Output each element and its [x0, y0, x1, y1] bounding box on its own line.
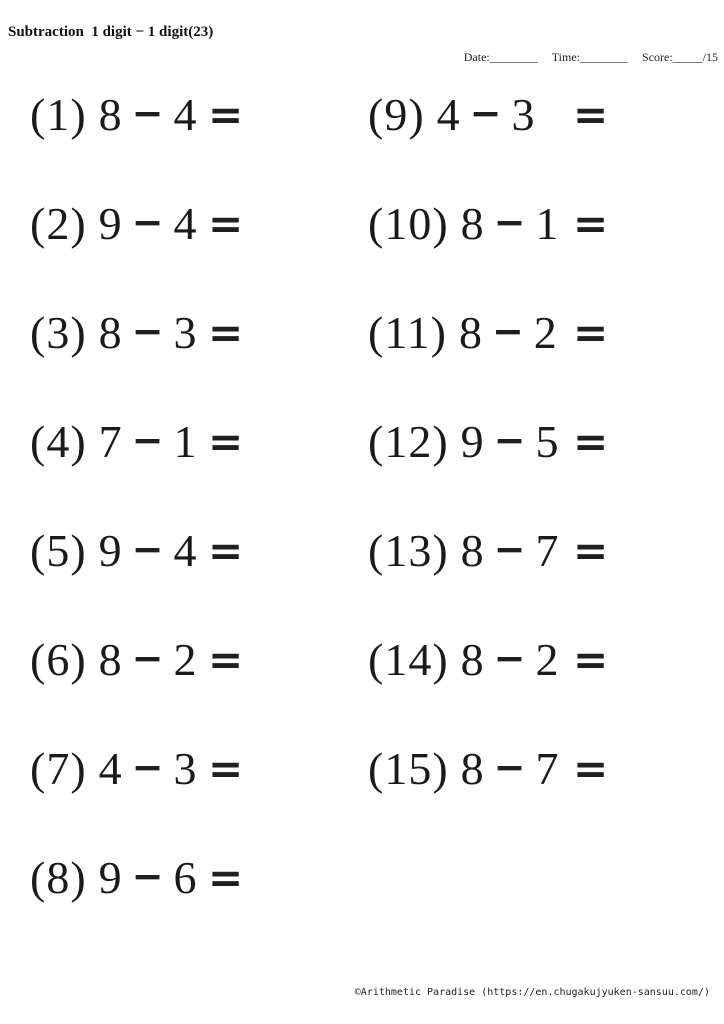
- problem-number: (12): [368, 415, 449, 467]
- problem-row: [368, 387, 698, 496]
- minuend: 4: [436, 88, 460, 140]
- worksheet-title: Subtraction 1 digit − 1 digit(23): [8, 24, 214, 40]
- problem-row: [30, 60, 360, 169]
- problem-row: [30, 169, 360, 278]
- subtrahend: 3: [173, 306, 197, 358]
- problem-number: (2): [30, 197, 87, 249]
- problem-number: (5): [30, 524, 87, 576]
- minus-sign: −: [493, 744, 526, 789]
- subtrahend: 2: [535, 633, 559, 685]
- problem-row: [368, 60, 698, 169]
- minuend: 8: [458, 306, 482, 358]
- subtrahend: 2: [173, 633, 197, 685]
- minuend: 8: [460, 633, 484, 685]
- minuend: 8: [98, 88, 122, 140]
- subtrahend: 6: [173, 851, 197, 903]
- subtrahend: 5: [535, 415, 559, 467]
- problem-number: (7): [30, 742, 87, 794]
- equals-sign: =: [573, 525, 609, 575]
- problem-number: (9): [368, 88, 425, 140]
- minuend: 8: [98, 633, 122, 685]
- equals-sign: =: [573, 89, 609, 139]
- subtrahend: 1: [173, 415, 197, 467]
- minus-sign: −: [131, 635, 164, 680]
- problem-row: [368, 496, 698, 605]
- problem-row: [30, 387, 360, 496]
- problem-row: [368, 278, 698, 387]
- problem-number: (1): [30, 88, 87, 140]
- equals-sign: =: [208, 307, 244, 357]
- minus-sign: −: [131, 417, 164, 462]
- problems-column-right: [368, 60, 698, 823]
- minuend: 9: [98, 197, 122, 249]
- equals-sign: =: [573, 634, 609, 684]
- problem-number: (4): [30, 415, 87, 467]
- problem-row: [30, 823, 360, 932]
- minus-sign: −: [131, 199, 164, 244]
- problem-number: (3): [30, 306, 87, 358]
- problem-row: [368, 605, 698, 714]
- minus-sign: −: [493, 199, 526, 244]
- problem-row: [368, 714, 698, 823]
- problem-row: [30, 714, 360, 823]
- problems-column-left: [30, 60, 360, 932]
- equals-sign: =: [208, 198, 244, 248]
- copyright-credit: ©Arithmetic Paradise (https://en.chugakujyuken-sansuu.com/): [354, 987, 710, 998]
- subtrahend: 7: [535, 524, 559, 576]
- subtrahend: 1: [535, 197, 559, 249]
- subtrahend: 3: [511, 88, 535, 140]
- minuend: 8: [460, 742, 484, 794]
- time-field: Time:________: [551, 50, 628, 64]
- equals-sign: =: [208, 743, 244, 793]
- minus-sign: −: [493, 417, 526, 462]
- problem-number: (11): [368, 306, 447, 358]
- subtrahend: 4: [173, 197, 197, 249]
- subtrahend: 2: [533, 306, 557, 358]
- minuend: 8: [460, 524, 484, 576]
- problem-row: [30, 278, 360, 387]
- minuend: 4: [98, 742, 122, 794]
- equals-sign: =: [573, 416, 609, 466]
- subtrahend: 4: [173, 88, 197, 140]
- minus-sign: −: [493, 635, 526, 680]
- minus-sign: −: [469, 90, 502, 135]
- minuend: 8: [98, 306, 122, 358]
- equals-sign: =: [208, 416, 244, 466]
- problem-row: [30, 605, 360, 714]
- minus-sign: −: [493, 526, 526, 571]
- problem-number: (13): [368, 524, 449, 576]
- problem-number: (8): [30, 851, 87, 903]
- problem-row: [30, 496, 360, 605]
- problem-number: (6): [30, 633, 87, 685]
- minus-sign: −: [131, 853, 164, 898]
- subtrahend: 3: [173, 742, 197, 794]
- minus-sign: −: [131, 744, 164, 789]
- minus-sign: −: [131, 526, 164, 571]
- equals-sign: =: [208, 852, 244, 902]
- minuend: 9: [98, 851, 122, 903]
- score-field: Score:_____/15: [642, 50, 718, 64]
- equals-sign: =: [573, 743, 609, 793]
- problem-number: (14): [368, 633, 449, 685]
- minus-sign: −: [131, 90, 164, 135]
- minuend: 7: [98, 415, 122, 467]
- date-field: Date:________: [463, 50, 538, 64]
- equals-sign: =: [208, 525, 244, 575]
- equals-sign: =: [573, 307, 609, 357]
- equals-sign: =: [573, 198, 609, 248]
- equals-sign: =: [208, 634, 244, 684]
- problem-number: (15): [368, 742, 449, 794]
- problem-number: (10): [368, 197, 449, 249]
- subtrahend: 4: [173, 524, 197, 576]
- equals-sign: =: [208, 89, 244, 139]
- minus-sign: −: [131, 308, 164, 353]
- minuend: 8: [460, 197, 484, 249]
- minus-sign: −: [491, 308, 524, 353]
- minuend: 9: [98, 524, 122, 576]
- problem-row: [368, 169, 698, 278]
- minuend: 9: [460, 415, 484, 467]
- subtrahend: 7: [535, 742, 559, 794]
